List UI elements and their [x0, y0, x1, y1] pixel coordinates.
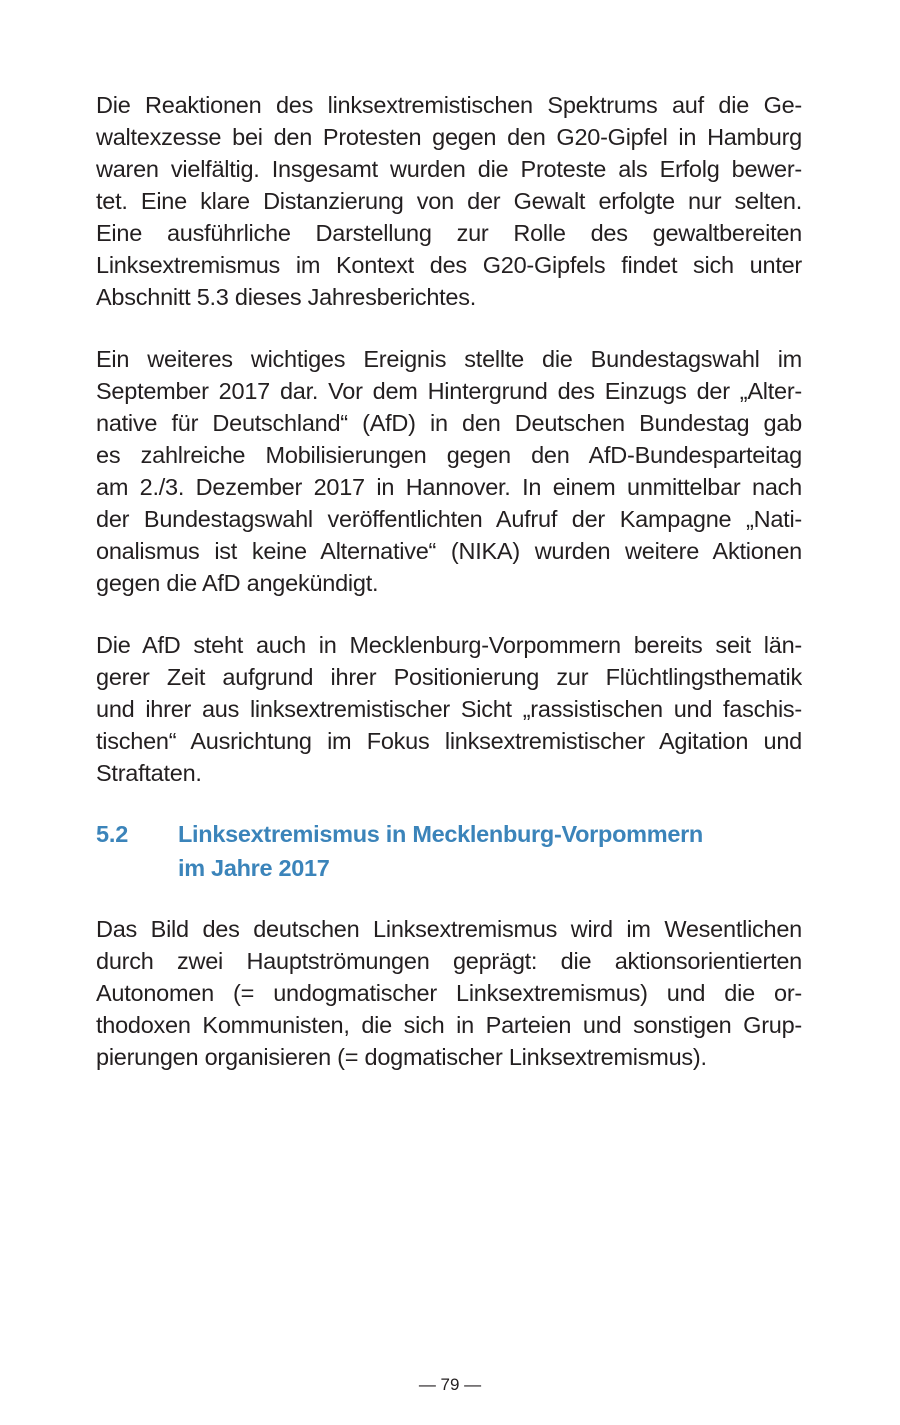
text-line: und ihrer aus linksextremistischer Sicht „rassistischen und faschis-	[96, 696, 802, 722]
text-line: es zahlreiche Mobilisierungen gegen den AfD-Bundesparteitag	[96, 442, 802, 468]
text-line: Die AfD steht auch in Mecklenburg-Vorpommern bereits seit län-	[96, 632, 802, 658]
section-number: 5.2	[96, 821, 129, 847]
text-line: Das Bild des deutschen Linksextremismus wird im Wesentlichen	[96, 916, 802, 942]
text-line: der Bundestagswahl veröffentlichten Aufruf der Kampagne „Nati-	[96, 506, 802, 532]
text-line: waren vielfältig. Insgesamt wurden die Proteste als Erfolg bewer-	[96, 156, 802, 182]
page-number: — 79 —	[418, 1375, 482, 1394]
section-title-line: im Jahre 2017	[178, 855, 330, 881]
text-line: am 2./3. Dezember 2017 in Hannover. In einem unmittelbar nach	[96, 474, 802, 500]
text-line: tischen“ Ausrichtung im Fokus linksextremistischer Agitation und	[96, 728, 802, 754]
text-line: tet. Eine klare Distanzierung von der Gewalt erfolgte nur selten.	[96, 188, 802, 214]
text-line: native für Deutschland“ (AfD) in den Deutschen Bundestag gab	[96, 410, 802, 436]
text-line: onalismus ist keine Alternative“ (NIKA) wurden weitere Aktionen	[96, 538, 802, 564]
text-line: thodoxen Kommunisten, die sich in Parteien und sonstigen Grup-	[96, 1012, 802, 1038]
text-line: Straftaten.	[96, 760, 202, 786]
text-line: September 2017 dar. Vor dem Hintergrund des Einzugs der „Alter-	[96, 378, 802, 404]
text-line: Autonomen (= undogmatischer Linksextremismus) und die or-	[96, 980, 802, 1006]
text-line: Die Reaktionen des linksextremistischen Spektrums auf die Ge-	[96, 92, 802, 118]
section-title-line: Linksextremismus in Mecklenburg-Vorpommern	[178, 821, 703, 847]
text-line: durch zwei Hauptströmungen geprägt: die aktionsorientierten	[96, 948, 802, 974]
text-line: Eine ausführliche Darstellung zur Rolle des gewaltbereiten	[96, 220, 802, 246]
text-line: gerer Zeit aufgrund ihrer Positionierung zur Flüchtlingsthematik	[96, 664, 802, 690]
text-line: Abschnitt 5.3 dieses Jahresberichtes.	[96, 284, 477, 310]
text-line: waltexzesse bei den Protesten gegen den G20-Gipfel in Hamburg	[96, 124, 802, 150]
text-line: gegen die AfD angekündigt.	[96, 570, 379, 596]
text-line: Ein weiteres wichtiges Ereignis stellte die Bundestagswahl im	[96, 346, 802, 372]
text-line: Linksextremismus im Kontext des G20-Gipfels findet sich unter	[96, 252, 802, 278]
text-line: pierungen organisieren (= dogmatischer Linksextremismus).	[96, 1044, 707, 1070]
